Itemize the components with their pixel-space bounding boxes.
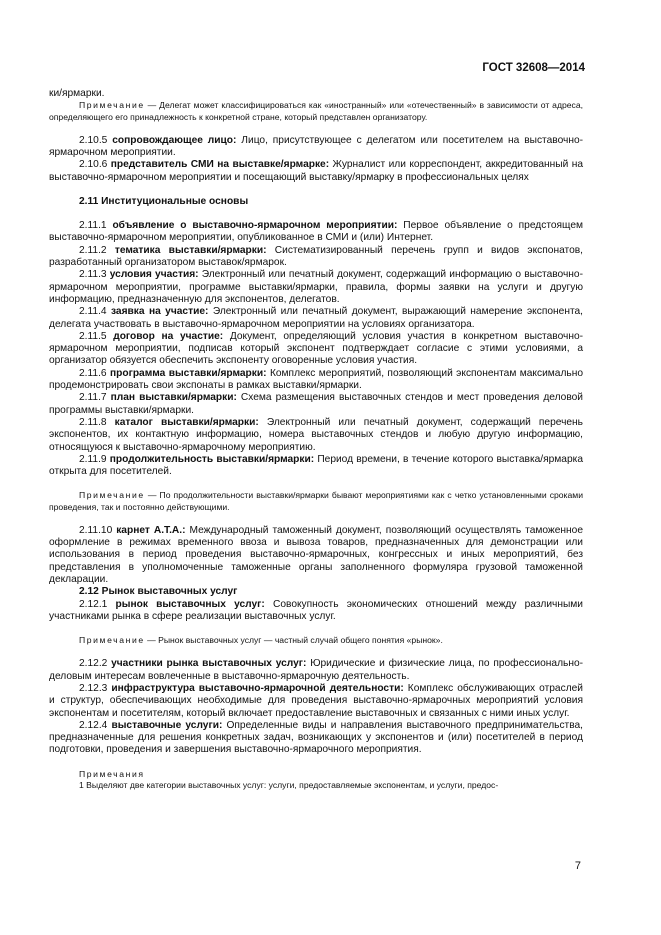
note — [49, 635, 583, 646]
term-number: 2.11.3 — [79, 269, 110, 281]
term-definition — [49, 599, 583, 624]
term-definition — [49, 417, 583, 454]
term-text: Электронный или печатный документ, содержащий перечень экспонентов, их контактную информацию, номера выставочных стендов и любую другую информацию, относящуюся к выставочно-ярмарочному мероприятию. — [49, 416, 583, 453]
note-label: Примечание — [79, 635, 145, 646]
term-text: Определенные виды и направления выставочного предпринимательства, предназначенные для решения конкретных задач, возникающих у экспонентов и (или) посетителей в период подготовки, проведения и завершения выставочно-ярмарочного мероприятия. — [49, 719, 584, 756]
spacer — [49, 623, 583, 635]
term-name: каталог выставки/ярмарки: — [114, 416, 259, 428]
paragraph: ки/ярмарки. — [49, 88, 105, 99]
term-definition — [49, 159, 583, 184]
term-text: Комплекс мероприятий, позволяющий экспонентам максимально продемонстрировать свои экспонаты в рамках выставки/ярмарки. — [49, 367, 583, 392]
term-definition — [49, 306, 583, 331]
spacer — [49, 478, 583, 490]
term-name: тематика выставки/ярмарки: — [114, 244, 267, 256]
term-text: Первое объявление о предстоящем выставочно-ярмарочном мероприятии, опубликованное в СМИ и (или) Интернет. — [49, 220, 583, 244]
spacer — [49, 646, 583, 658]
term-definition — [49, 683, 583, 720]
term-name: выставочные услуги: — [111, 719, 223, 731]
spacer — [49, 513, 583, 525]
term-number: 2.11.2 — [79, 244, 115, 256]
spacer — [49, 123, 583, 135]
note-text: — Делегат может классифицироваться как «иностранный» или «отечественный» в зависимости от адреса, определяющего его принадлежность к конкретной стране, который представлен организатору. — [49, 100, 583, 122]
term-text: Совокупность экономических отношений между различными участниками рынка в сфере реализации выставочных услуг. — [49, 598, 583, 622]
term-text: Журналист или корреспондент, аккредитованный на выставочно-ярмарочном мероприятии и посещающий выставку/ярмарку в профессиональных целях — [49, 159, 584, 183]
term-text: Период времени, в течение которого выставка/ярмарка открыта для посетителей. — [49, 453, 583, 478]
term-text: Комплекс обслуживающих отраслей и структур, обеспечивающих необходимые для проведения выставочно-ярмарочных мероприятий условия экспонентам и посетителям, который включает предоставление выставочных и связанных с ними иных услуг. — [49, 683, 583, 719]
term-number: 2.12.4 — [79, 719, 112, 731]
term-name: рынок выставочных услуг: — [115, 598, 265, 610]
term-number: 2.11.9 — [79, 453, 110, 465]
term-text: Электронный или печатный документ, выражающий намерение экспонента, делегата участвовать в выставочно-ярмарочном мероприятии на условиях организатора. — [49, 306, 583, 330]
term-name: сопровождающее лицо: — [112, 134, 237, 146]
section-heading: 2.12 Рынок выставочных услуг — [79, 586, 238, 598]
term-number: 2.11.6 — [79, 367, 110, 379]
term-text: Схема размещения выставочных стендов и мест проведения деловой программы выставки/ярмарки. — [49, 392, 583, 416]
term-text: Международный таможенный документ, позволяющий осуществлять таможенное оформление в режимах временного ввоза и вывоза товаров, предназначенных для демонстрации или использования в период проведения выставочно-ярмарочных, конгрессных и иных мероприятий, без представления в уполномоченные таможенные органы заполненного формуляра грузовой таможенной декларации. — [49, 524, 583, 586]
note-label: Примечание — [79, 100, 145, 111]
document-code: ГОСТ 32608—2014 — [482, 62, 585, 74]
paragraph: 1 Выделяют две категории выставочных услуг: услуги, предоставляемые экспонентам, и услуги, предос- — [79, 779, 499, 790]
term-definition — [49, 135, 583, 160]
term-name: условия участия: — [109, 269, 199, 281]
section-heading: 2.11 Институциональные основы — [79, 195, 249, 207]
term-number: 2.12.1 — [79, 598, 116, 610]
spacer — [49, 184, 583, 196]
note-label: Примечание — [79, 490, 145, 501]
term-number: 2.12.3 — [79, 683, 112, 694]
term-definition — [49, 392, 583, 417]
term-text: Юридические и физические лица, по профессионально-деловым интересам вовлеченные в выставочно-ярмарочную деятельность. — [49, 658, 584, 682]
term-definition — [49, 331, 583, 368]
term-number: 2.11.7 — [79, 392, 111, 404]
term-text: Документ, определяющий условия участия в конкретном выставочно-ярмарочном мероприятии, подписав который экспонент подтверждает согласие с этими условиями, а организатор обязуется обеспечить экспоненту оговоренные условия участия. — [49, 330, 583, 367]
term-name: представитель СМИ на выставке/ярмарке: — [110, 159, 330, 171]
note-text: — По продолжительности выставки/ярмарки бывают мероприятиями как с четко установленными сроками проведения, так и постоянно действующими. — [49, 490, 583, 512]
spacer — [49, 208, 583, 220]
term-name: продолжительность выставки/ярмарки: — [109, 453, 315, 465]
page-number: 7 — [574, 860, 581, 872]
spacer — [49, 757, 583, 769]
notes-label-text: Примечания — [79, 768, 145, 779]
term-name: карнет А.Т.А.: — [116, 524, 186, 536]
term-definition — [49, 220, 583, 245]
term-name: заявка на участие: — [110, 306, 209, 318]
term-number: 2.11.8 — [79, 416, 115, 428]
term-definition — [49, 525, 583, 586]
term-number: 2.10.6 — [79, 159, 111, 171]
document-body — [49, 88, 583, 791]
term-number: 2.11.4 — [79, 306, 111, 318]
term-name: объявление о выставочно-ярмарочном мероприятии: — [112, 220, 398, 232]
term-name: инфраструктура выставочно-ярмарочной деятельности: — [111, 683, 404, 694]
term-definition — [49, 368, 583, 393]
term-name: программа выставки/ярмарки: — [109, 367, 267, 379]
term-name: участники рынка выставочных услуг: — [111, 658, 307, 670]
note — [49, 100, 583, 122]
term-number: 2.11.10 — [79, 524, 117, 536]
term-name: договор на участие: — [113, 330, 224, 342]
note-text: — Рынок выставочных услуг — частный случай общего понятия «рынок». — [144, 635, 443, 646]
term-definition — [49, 720, 583, 757]
term-text: Лицо, присутствующее с делегатом или посетителем на выставочно-ярмарочном мероприятии. — [49, 134, 584, 158]
term-definition — [49, 454, 583, 479]
term-number: 2.12.2 — [79, 658, 112, 670]
term-text: Электронный или печатный документ, содержащий информацию о выставочно-ярмарочном мероприятии, программе выставки/ярмарки, правила, формы заявки на услуги и другую информацию, предназначенную для экспонентов, делегатов. — [49, 269, 583, 305]
term-definition — [49, 269, 583, 306]
term-definition — [49, 245, 583, 270]
term-number: 2.11.1 — [79, 220, 113, 232]
term-number: 2.11.5 — [79, 330, 114, 342]
term-name: план выставки/ярмарки: — [110, 392, 237, 404]
term-number: 2.10.5 — [79, 134, 113, 146]
term-text: Систематизированный перечень групп и видов экспонатов, разработанный организатором выставок/ярмарок. — [49, 244, 583, 269]
term-definition — [49, 658, 583, 683]
notes-label — [49, 769, 583, 780]
note — [49, 490, 583, 512]
